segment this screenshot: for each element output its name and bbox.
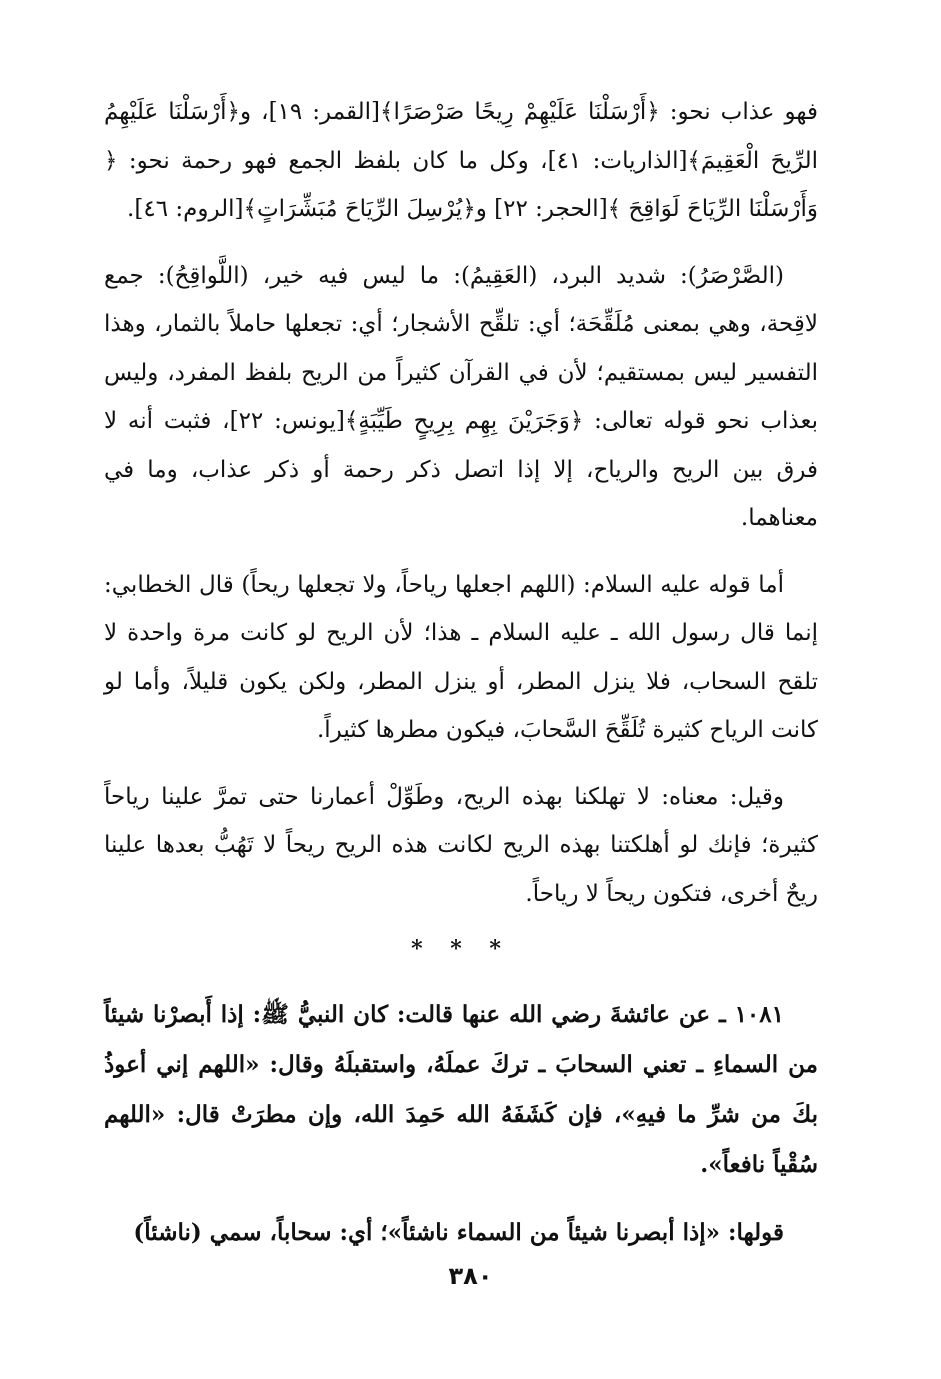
section-separator: * * * xyxy=(411,936,511,962)
paragraph-3: أما قوله عليه السلام: (اللهم اجعلها رياحاً، ولا تجعلها ريحاً) قال الخطابي: إنما قال رسول الله ـ عليه السلام ـ هذا؛ لأن الريح لو كانت مرة واحدة لا تلقح السحاب، فلا ينزل المطر، أو ينزل المطر، ولكن يكون قليلاً، وأما لو كانت الرياح كثيرة تُلَقِّحَ السَّحابَ، فيكون مطرها كثيراً. xyxy=(104,571,818,743)
paragraph-2: (الصَّرْصَرُ): شديد البرد، (العَقِيمُ): ما ليس فيه خير، (اللَّواقِحُ): جمع لاقِحة، وهي بمعنى مُلَقِّحَة؛ أي: تلقِّح الأشجار؛ أي: تجعلها حاملاً بالثمار، وهذا التفسير ليس بمستقيم؛ لأن في القرآن كثيراً من الريح بلفظ المفرد، وليس بعذاب نحو قوله تعالى: ﴿وَجَرَيْنَ بِهِم بِرِيحٍ طَيِّبَةٍ﴾[يونس: ٢٢]، فثبت أنه لا فرق بين الريح والرياح، إلا إذا اتصل ذكر رحمة أو ذكر عذاب، وما في معناهما. xyxy=(104,262,819,531)
paragraph-1: فهو عذاب نحو: ﴿أَرْسَلْنَا عَلَيْهِمْ رِيحًا صَرْصَرًا﴾[القمر: ١٩]، و﴿أَرْسَلْنَا عَلَيْهِمُ الرِّيحَ الْعَقِيمَ﴾[الذاريات: ٤١]، وكل ما كان بلفظ الجمع فهو رحمة نحو: ﴿ وَأَرْسَلْنَا الرِّيَاحَ لَوَاقِحَ ﴾[الحجر: ٢٢] و﴿يُرْسِلَ الرِّيَاحَ مُبَشِّرَاتٍ﴾[الروم: ٤٦]. xyxy=(104,99,819,222)
hadith-text: ١٠٨١ ـ عن عائشةَ رضي الله عنها قالت: كان النبيُّ ﷺ: إذا أَبصرْنا شيئاً من السماءِ ـ تعني السحابَ ـ تركَ عملَهُ، واستقبلَهُ وقال: «اللهم إني أعوذُ بكَ من شرِّ ما فيهِ»، فإن كَشَفَهُ الله حَمِدَ الله، وإن مطرَتْ قال: «اللهم سُقْياً نافعاً». xyxy=(104,1001,818,1178)
page-number: ٣٨٠ xyxy=(448,1262,493,1290)
page-body xyxy=(104,88,818,1276)
paragraph-4: وقيل: معناه: لا تهلكنا بهذه الريح، وطَوِّلْ أعمارنا حتى تمرَّ علينا رياحاً كثيرة؛ فإنك لو أهلكتنا بهذه الريح لكانت هذه الريح ريحاً لا تَهُبُّ بعدها علينا ريحٌ أخرى، فتكون ريحاً لا رياحاً. xyxy=(104,783,818,907)
hadith-commentary: قولها: «إذا أبصرنا شيئاً من السماء ناشئاً»؛ أي: سحاباً، سمي (ناشئاً) xyxy=(133,1219,784,1246)
